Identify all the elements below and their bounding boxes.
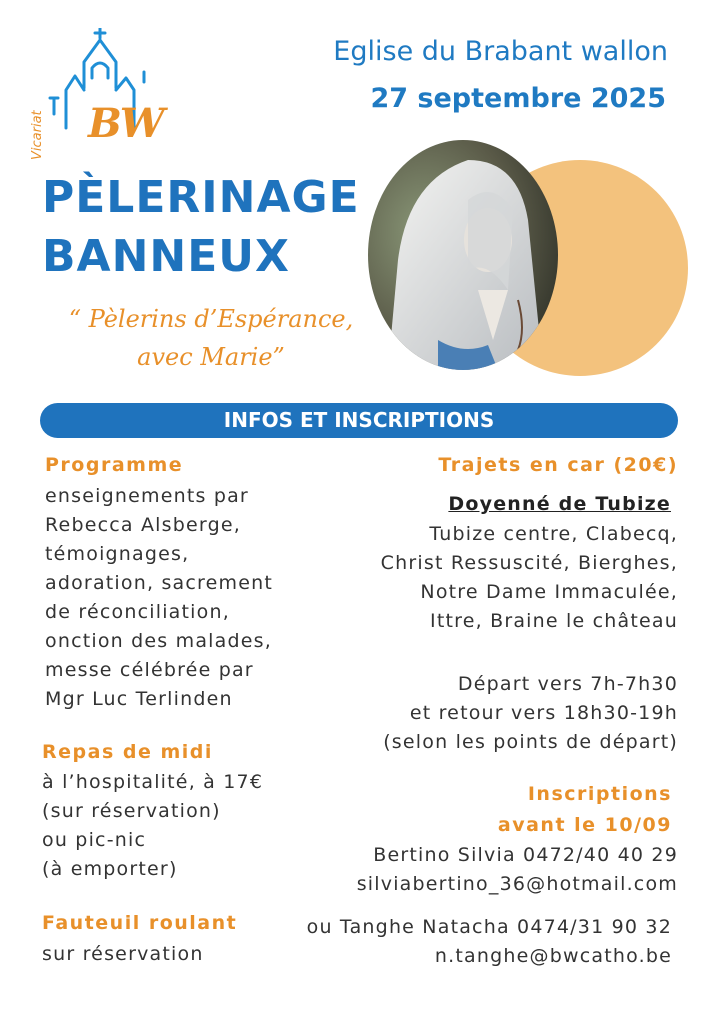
inscriptions-heading [498, 779, 672, 841]
church-name: Eglise du Brabant wallon [333, 36, 668, 67]
contact-email[interactable]: n.tanghe@bwcatho.be [434, 945, 672, 967]
motto-quote [56, 300, 366, 376]
contact-silvia [357, 841, 678, 899]
logo-bw: BW [88, 100, 163, 147]
event-date: 27 septembre 2025 [370, 83, 666, 114]
logo-vicariat-label: Vicariat [30, 110, 45, 160]
programme-line: messe célébrée par [45, 659, 254, 681]
repas-line: à l’hospitalité, à 17€ [42, 771, 264, 793]
programme-heading: Programme [45, 454, 184, 476]
contact-email[interactable]: silviabertino_36@hotmail.com [356, 873, 678, 895]
programme-line: adoration, sacrement [45, 572, 274, 594]
depart-info [383, 670, 678, 757]
repas-line: ou pic-nic [42, 829, 147, 851]
repas-heading: Repas de midi [42, 741, 213, 763]
repas-line: (sur réservation) [42, 800, 221, 822]
depart-line: et retour vers 18h30-19h [409, 702, 678, 724]
paroisse-line: Christ Ressuscité, Bierghes, [380, 552, 678, 574]
programme-line: onction des malades, [45, 630, 272, 652]
repas-text [42, 768, 263, 884]
paroisse-line: Tubize centre, Clabecq, [429, 523, 678, 545]
contact-natacha [307, 913, 672, 971]
repas-line: (à emporter) [42, 858, 178, 880]
doyenne-heading: Doyenné de Tubize [448, 493, 671, 515]
inscriptions-deadline: avant le 10/09 [497, 814, 672, 836]
quote-line-1: “ Pèlerins d’Espérance, [68, 305, 354, 333]
paroisses-list [381, 520, 678, 636]
madonna-photo [368, 140, 558, 370]
title-line-2: BANNEUX [42, 231, 290, 282]
contact-phone: ou Tanghe Natacha 0474/31 90 32 [306, 916, 672, 938]
church-logo-icon [40, 28, 150, 168]
contact-phone: Bertino Silvia 0472/40 40 29 [373, 844, 678, 866]
infos-banner: INFOS ET INSCRIPTIONS [40, 403, 678, 438]
programme-line: Mgr Luc Terlinden [45, 688, 233, 710]
depart-line: Départ vers 7h-7h30 [457, 673, 678, 695]
paroisse-line: Ittre, Braine le château [430, 610, 678, 632]
programme-line: témoignages, [45, 543, 190, 565]
programme-line: Rebecca Alsberge, [45, 514, 241, 536]
programme-text [45, 482, 273, 714]
title-line-1: PÈLERINAGE [42, 172, 360, 223]
fauteuil-heading: Fauteuil roulant [42, 912, 238, 934]
programme-line: enseignements par [45, 485, 249, 507]
paroisse-line: Notre Dame Immaculée, [420, 581, 678, 603]
programme-line: de réconciliation, [45, 601, 230, 623]
trajets-heading: Trajets en car (20€) [438, 454, 678, 476]
quote-line-2: avec Marie” [137, 343, 285, 371]
fauteuil-text: sur réservation [42, 943, 204, 965]
inscriptions-heading-line: Inscriptions [527, 783, 672, 805]
depart-line: (selon les points de départ) [383, 731, 678, 753]
